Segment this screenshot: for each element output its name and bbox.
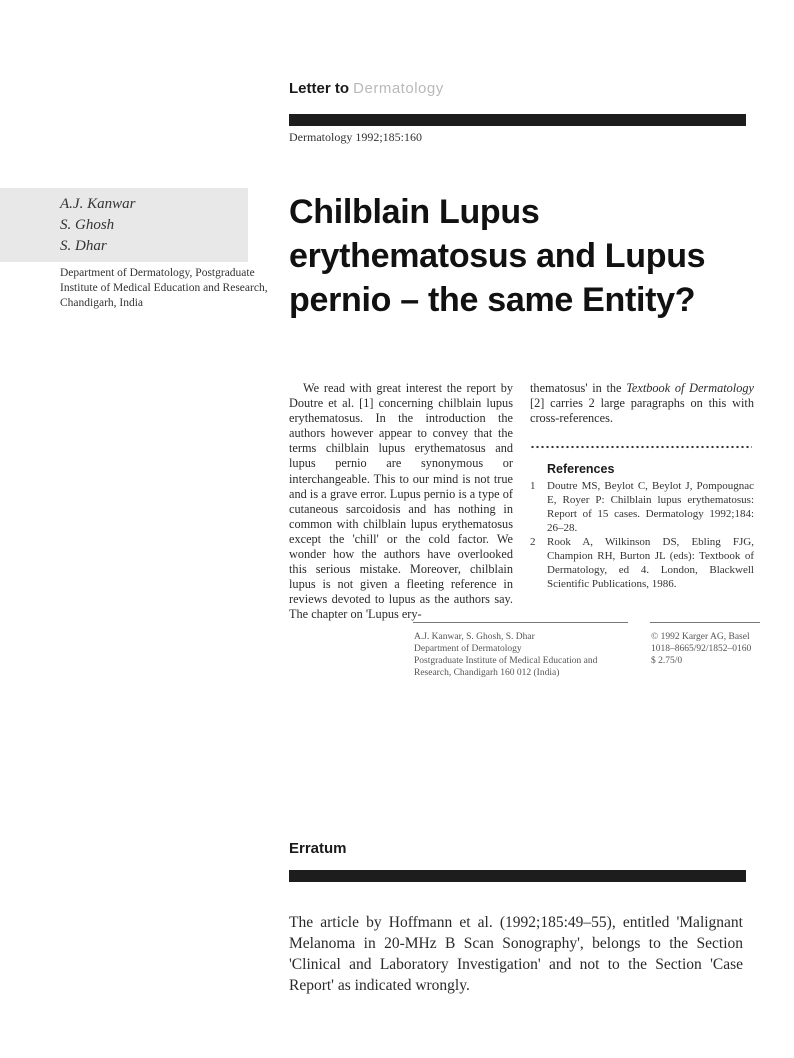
journal-name: Dermatology [353,80,444,97]
affiliation: Department of Dermatology, Postgraduate Institute of Medical Education and Research, Chandigarh, India [60,267,268,309]
erratum-heading: Erratum [289,840,347,857]
footer-rule [650,622,760,623]
copyright-line: $ 2.75/0 [651,656,683,666]
textbook-title: Textbook of Dermatology [626,381,754,395]
body-column-2 [530,381,754,426]
author-name: A.J. Kanwar [60,196,136,212]
reference-text: Rook A, Wilkinson DS, Ebling FJG, Champion RH, Burton JL (eds): Textbook of Dermatology, ed 4. London, Blackwell Scientific Publications, 1986. [547,536,754,590]
body-column-1: We read with great interest the report by Doutre et al. [1] concerning chilblain lupus erythematosus. In the introduction the authors however appear to convey that the terms chilblain lupus erythematosus and lupus pernio are synonymous or interchangeable. This to our mind is not true and is a grave error. Lupus pernio is a type of cutaneous sarcoidosis and has nothing in common with chilblain lupus erythematosus except the 'chill' or the cold factor. We wonder how the authors have overlooked this serious mistake. Moreover, chilblain lupus is not given a fleeting reference in reviews devoted to lupus as the authors say. The chapter on 'Lupus ery- [289,381,513,622]
copyright-line: © 1992 Karger AG, Basel [651,632,750,642]
column2-text: thematosus' in the [530,381,627,395]
citation: Dermatology 1992;185:160 [289,130,422,144]
reference-number: 1 [530,480,536,492]
author-name: S. Dhar [60,238,107,254]
author-name: S. Ghosh [60,217,115,233]
copyright-line: 1018–8665/92/1852–0160 [651,644,752,654]
column2-text: [2] carries 2 large paragraphs on this with cross-references. [530,396,754,426]
address-line: Postgraduate Institute of Medical Education and [414,656,598,666]
reference-item [530,479,754,535]
reference-number: 2 [530,536,536,548]
address-line: Department of Dermatology [414,644,522,654]
references-heading: References [547,462,615,476]
erratum-rule [289,870,746,882]
article-title: Chilblain Lupus erythematosus and Lupus pernio – the same Entity? [289,193,706,319]
erratum-body: The article by Hoffmann et al. (1992;185:49–55), entitled 'Malignant Melanoma in 20-MHz B Scan Sonography', belongs to the Section 'Clinical and Laboratory Investigation' and not to the Section 'Case Report' as indicated wrongly. [289,914,743,994]
copyright-block [651,631,781,667]
section-label [289,80,444,97]
reference-text: Doutre MS, Beylot C, Beylot J, Pompougnac E, Royer P: Chilblain lupus erythematosus: Report of 15 cases. Dermatology 1992;184: 26–28. [547,480,754,534]
footer-rule [413,622,628,623]
section-prefix: Letter to [289,80,349,97]
address-line: A.J. Kanwar, S. Ghosh, S. Dhar [414,632,535,642]
header-rule [289,114,746,126]
address-line: Research, Chandigarh 160 012 (India) [414,668,560,678]
reference-item [530,535,754,591]
dotted-divider [530,445,752,449]
correspondence-address [414,631,634,679]
